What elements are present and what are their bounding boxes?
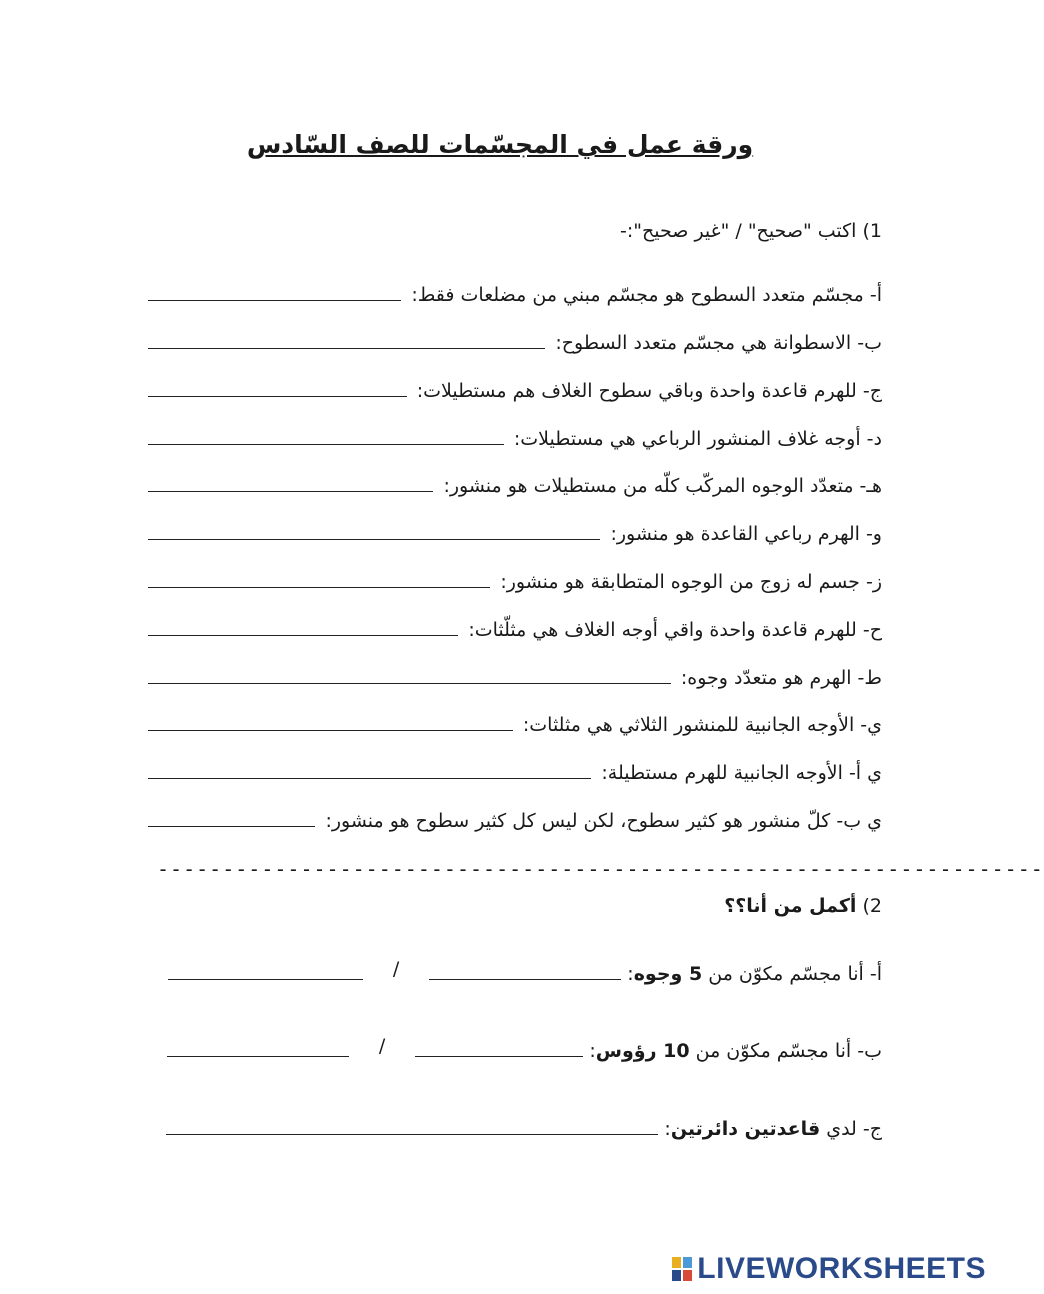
true-false-question — [148, 372, 882, 402]
answer-blank[interactable] — [148, 539, 600, 540]
answer-blank[interactable] — [148, 444, 504, 445]
answer-blank[interactable] — [148, 826, 315, 827]
section2-number: 2) — [862, 895, 882, 917]
question-text: هـ- متعدّد الوجوه المركّب كلّه من مستطيلات هو منشور: — [443, 475, 882, 497]
logo-text: LIVEWORKSHEETS — [697, 1252, 986, 1285]
question-text: ز- جسم له زوج من الوجوه المتطابقة هو منشور: — [500, 571, 882, 593]
true-false-question — [148, 276, 882, 306]
true-false-question — [148, 611, 882, 641]
question-2a — [160, 955, 882, 985]
question-text: ب- الاسطوانة هي مجسّم متعدد السطوح: — [555, 332, 882, 354]
true-false-question — [148, 706, 882, 736]
answer-blank[interactable] — [148, 348, 545, 349]
true-false-question — [148, 467, 882, 497]
true-false-question — [148, 802, 882, 832]
answer-blank-2b-1[interactable] — [415, 1056, 583, 1057]
question-text: أ- مجسّم متعدد السطوح هو مجسّم مبني من مضلعات فقط: — [411, 284, 882, 306]
question-text: ط- الهرم هو متعدّد وجوه: — [680, 667, 882, 689]
true-false-question — [148, 563, 882, 593]
question-2c — [166, 1110, 882, 1140]
question-2b — [160, 1032, 882, 1062]
question-2b-text: ب- أنا مجسّم مكوّن من 10 رؤوس: — [589, 1040, 882, 1062]
answer-blank[interactable] — [148, 396, 407, 397]
answer-blank[interactable] — [148, 635, 458, 636]
question-text: ي- الأوجه الجانبية للمنشور الثلاثي هي مثلثات: — [522, 714, 882, 736]
true-false-question — [148, 659, 882, 689]
question-text: ج- للهرم قاعدة واحدة وباقي سطوح الغلاف هم مستطيلات: — [416, 380, 882, 402]
question-text: د- أوجه غلاف المنشور الرباعي هي مستطيلات: — [513, 428, 882, 450]
answer-blank[interactable] — [148, 491, 433, 492]
question-text: ي ب- كلّ منشور هو كثير سطوح، لكن ليس كل كثير سطوح هو منشور: — [325, 810, 882, 832]
answer-blank[interactable] — [148, 300, 401, 301]
answer-blank[interactable] — [148, 587, 490, 588]
true-false-question — [148, 324, 882, 354]
answer-blank-2b-2[interactable] — [167, 1056, 349, 1057]
question-2c-text: ج- لدي قاعدتين دائرتين: — [664, 1118, 882, 1140]
section2-heading — [724, 895, 882, 917]
true-false-question — [148, 754, 882, 784]
section1-heading: 1) اكتب "صحيح" / "غير صحيح":- — [620, 220, 882, 242]
liveworksheets-logo — [671, 1252, 986, 1286]
answer-blank[interactable] — [148, 730, 513, 731]
question-text: ي أ- الأوجه الجانبية للهرم مستطيلة: — [601, 762, 882, 784]
question-text: و- الهرم رباعي القاعدة هو منشور: — [610, 523, 882, 545]
liveworksheets-grid-icon — [671, 1256, 693, 1282]
section2-title: أكمل من أنا؟؟ — [724, 895, 857, 917]
true-false-question — [148, 515, 882, 545]
question-2a-text: أ- أنا مجسّم مكوّن من 5 وجوه: — [627, 963, 882, 985]
answer-blank-2a-1[interactable] — [429, 979, 621, 980]
slash-separator: / — [378, 1035, 386, 1057]
answer-blank[interactable] — [148, 683, 671, 684]
true-false-question — [148, 420, 882, 450]
divider: -------------------------------------------------------------------- — [157, 857, 1044, 881]
answer-blank-2c[interactable] — [166, 1134, 658, 1135]
question-text: ح- للهرم قاعدة واحدة واقي أوجه الغلاف هي مثلّثات: — [468, 619, 882, 641]
page-title: ورقة عمل في المجسّمات للصف السّادس — [246, 130, 754, 159]
answer-blank-2a-2[interactable] — [168, 979, 363, 980]
slash-separator: / — [392, 958, 400, 980]
answer-blank[interactable] — [148, 778, 591, 779]
